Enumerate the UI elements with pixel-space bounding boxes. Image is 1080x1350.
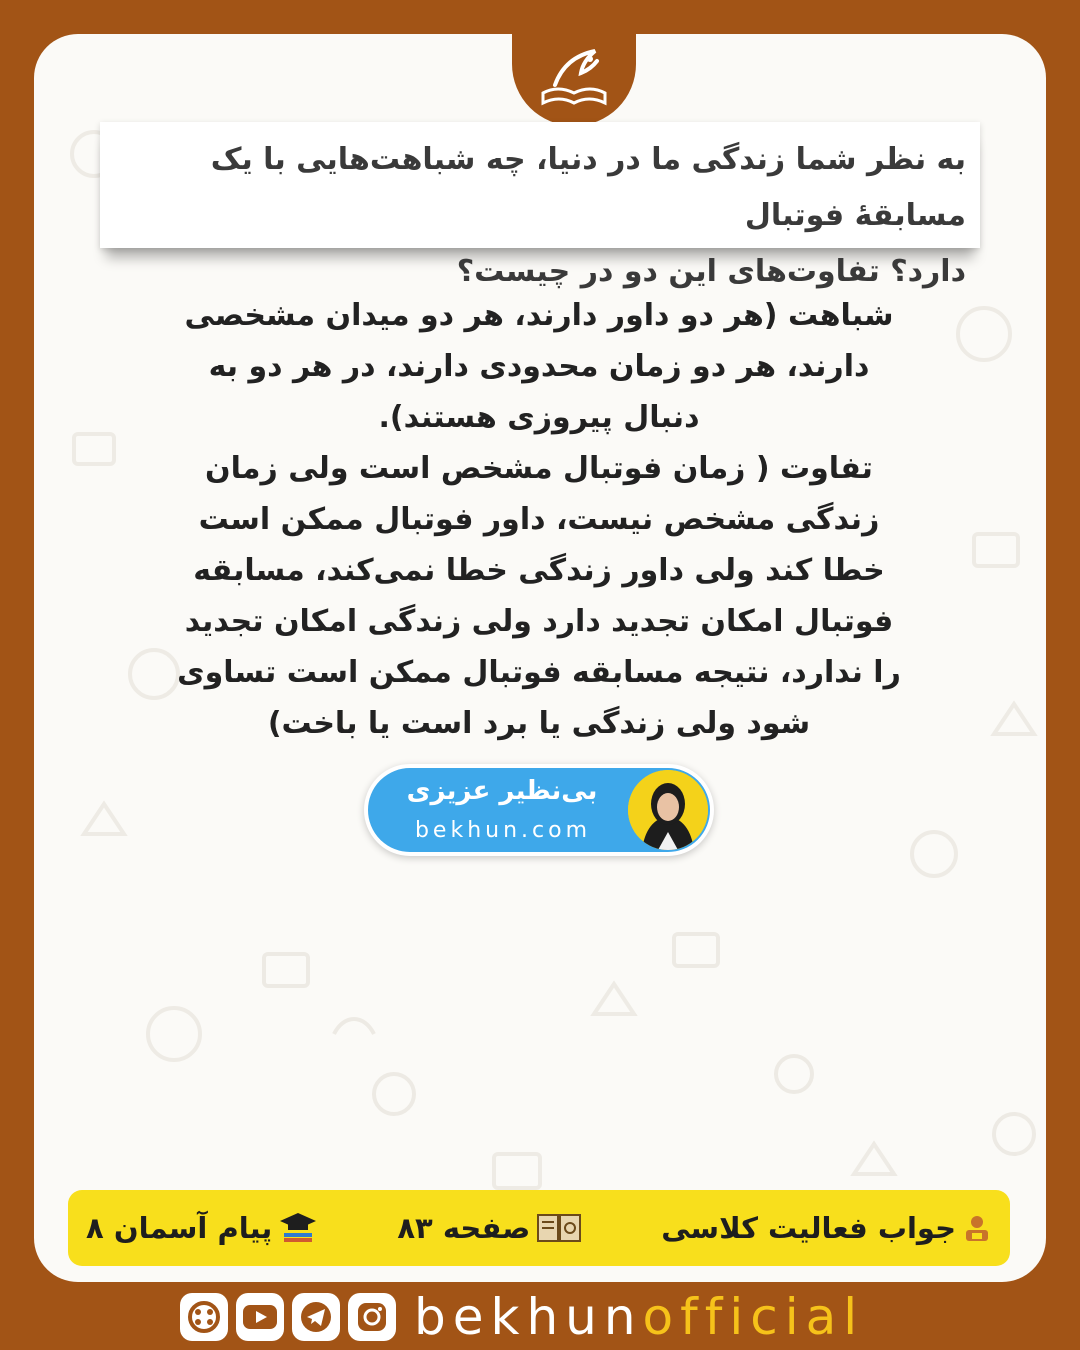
avatar: [628, 770, 708, 850]
question-line: به نظر شما زندگی ما در دنیا، چه شباهت‌هایی با یک مسابقهٔ فوتبال: [210, 142, 966, 233]
answer-line: تفاوت ( زمان فوتبال مشخص است ولی زمان: [205, 451, 873, 486]
footer: [180, 1288, 900, 1346]
brand-main: bekhun: [414, 1288, 643, 1346]
question-box: [100, 122, 980, 289]
book-segment: [86, 1211, 318, 1245]
aparat-icon[interactable]: [180, 1293, 228, 1341]
activity-label: جواب فعالیت کلاسی: [661, 1211, 956, 1245]
answer-line: را ندارد، نتیجه مسابقه فوتبال ممکن است تساوی: [177, 655, 901, 690]
person-avatar-icon: [628, 770, 708, 850]
brand-accent: official: [642, 1288, 865, 1346]
question-line: دارد؟ تفاوت‌های این دو در چیست؟: [456, 254, 966, 289]
answer-line: دارند، هر دو زمان محدودی دارند، در هر دو به: [208, 349, 870, 384]
author-name: بی‌نظیر عزیزی: [406, 776, 598, 806]
answer-line: زندگی مشخص نیست، داور فوتبال ممکن است: [198, 502, 880, 537]
book-label: پیام آسمان ۸: [86, 1211, 273, 1245]
open-book-icon: [536, 1211, 582, 1245]
content-card: [34, 34, 1046, 1282]
answer-text: [174, 290, 904, 749]
page-segment: [397, 1211, 582, 1245]
social-links: [180, 1293, 396, 1341]
youtube-icon[interactable]: [236, 1293, 284, 1341]
teacher-icon: [962, 1213, 992, 1243]
brand-handle[interactable]: [414, 1288, 864, 1346]
answer-line: خطا کند ولی داور زندگی خطا نمی‌کند، مسابقه: [193, 553, 885, 588]
book-logo-icon: [535, 45, 613, 115]
answer-line: فوتبال امکان تجدید دارد ولی زندگی امکان تجدید: [184, 604, 894, 639]
answer-line: شباهت (هر دو داور دارند، هر دو میدان مشخصی: [184, 298, 894, 333]
page-label: صفحه ۸۳: [397, 1211, 531, 1245]
answer-line: دنبال پیروزی هستند).: [378, 400, 700, 435]
activity-segment: [661, 1211, 992, 1245]
answer-line: شود ولی زندگی یا برد است یا باخت): [267, 706, 811, 741]
telegram-icon[interactable]: [292, 1293, 340, 1341]
info-banner: [68, 1190, 1010, 1266]
instagram-icon[interactable]: [348, 1293, 396, 1341]
graduation-cap-icon: [278, 1211, 318, 1245]
author-site[interactable]: bekhun.com: [414, 818, 592, 843]
author-badge[interactable]: [364, 764, 714, 856]
